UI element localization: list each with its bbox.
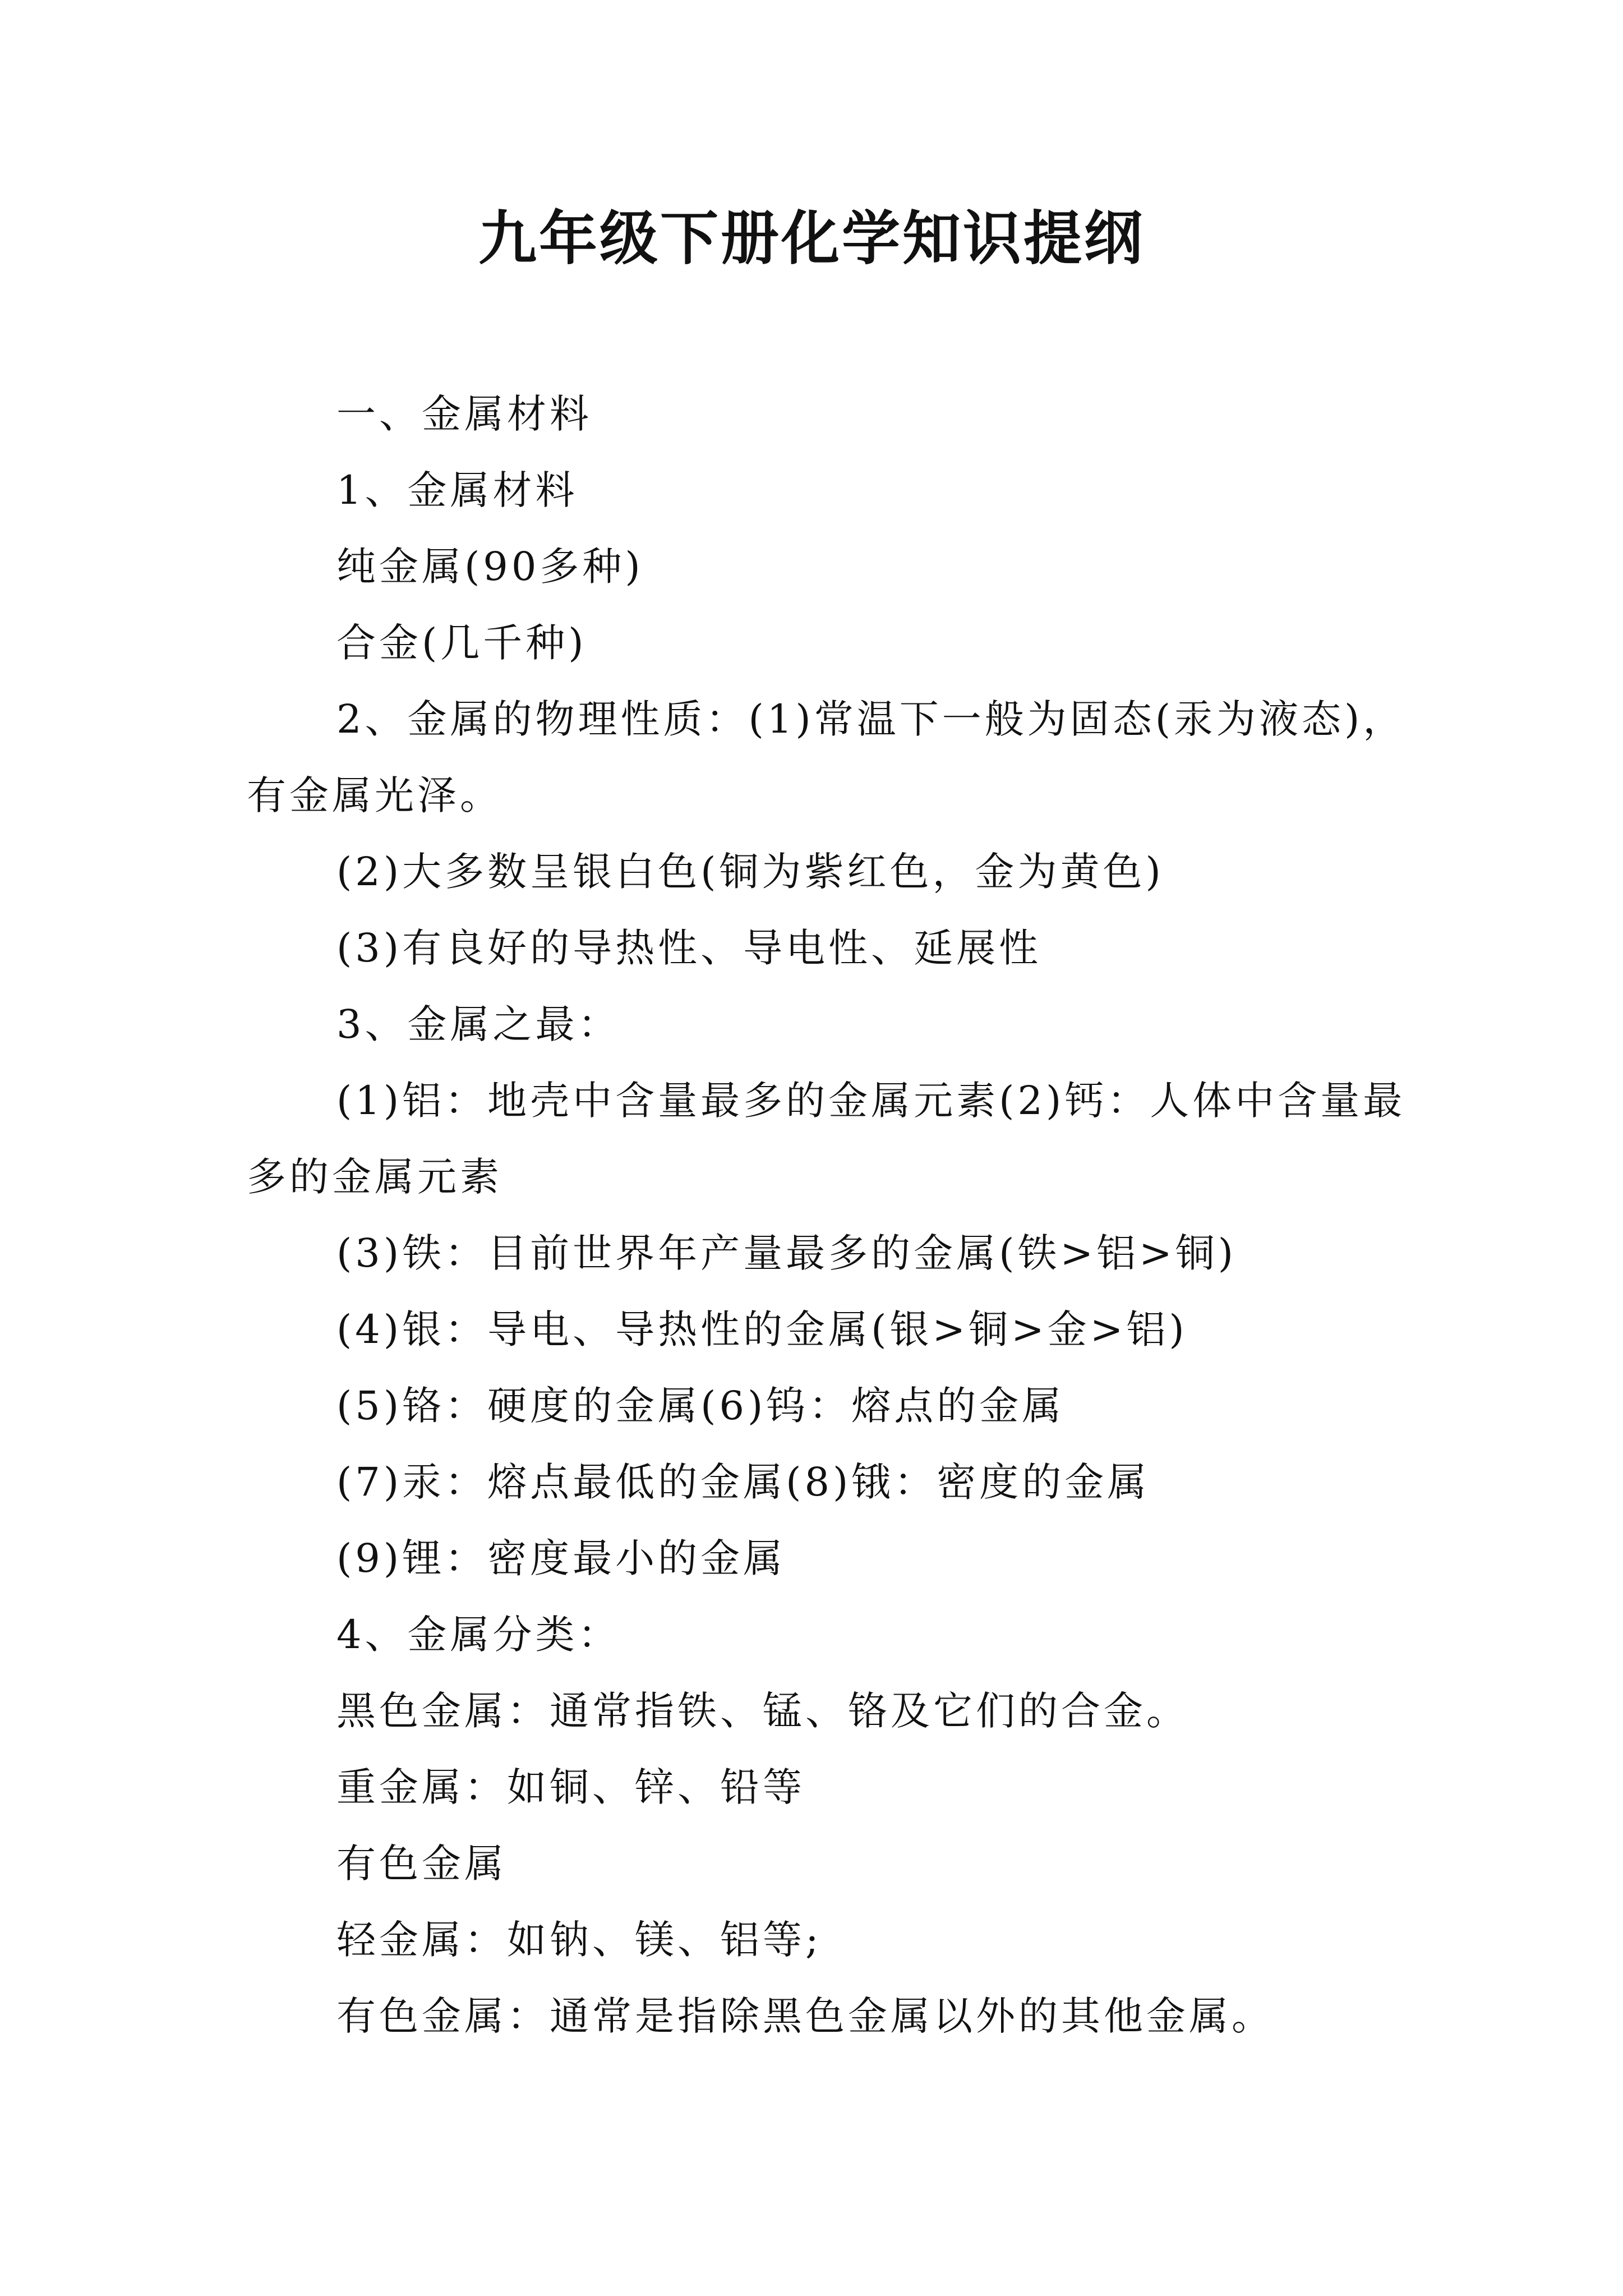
paragraph-line: 3、金属之最： <box>336 1001 621 1047</box>
paragraph-line: 有色金属：通常是指除黑色金属以外的其他金属。 <box>336 1993 1274 2039</box>
paragraph-line: 有色金属 <box>336 1841 507 1887</box>
paragraph-line: (7)汞：熔点最低的金属(8)锇：密度的金属 <box>336 1459 1150 1505</box>
paragraph-line: 1、金属材料 <box>336 467 578 513</box>
paragraph-line: (1)铝：地壳中含量最多的金属元素(2)钙：人体中含量最多的金属元素 <box>247 1078 1406 1200</box>
paragraph-line: 合金(几千种) <box>336 620 587 666</box>
document-body <box>247 376 1419 2054</box>
paragraph-line: (3)铁：目前世界年产量最多的金属(铁>铝>铜) <box>336 1230 1237 1276</box>
paragraph-line: (2)大多数呈银白色(铜为紫红色，金为黄色) <box>336 849 1164 895</box>
document-title: 九年级下册化学知识提纲 <box>478 204 1145 273</box>
paragraph-line: (4)银：导电、导热性的金属(银>铜>金>铝) <box>336 1306 1188 1352</box>
paragraph-line: 2、金属的物理性质：(1)常温下一般为固态(汞为液态)，有金属光泽。 <box>247 696 1406 818</box>
paragraph-line: (5)铬：硬度的金属(6)钨：熔点的金属 <box>336 1383 1065 1429</box>
paragraph-line: 轻金属：如钠、镁、铝等; <box>336 1917 822 1963</box>
paragraph-line: 重金属：如铜、锌、铅等 <box>336 1764 805 1810</box>
paragraph-line: 纯金属(90多种) <box>336 544 644 590</box>
paragraph-line: 黑色金属：通常指铁、锰、铬及它们的合金。 <box>336 1688 1189 1734</box>
paragraph-line: (3)有良好的导热性、导电性、延展性 <box>336 925 1042 971</box>
section-heading-metal-materials: 一、金属材料 <box>336 391 592 437</box>
paragraph-line: 4、金属分类： <box>336 1612 621 1658</box>
paragraph-line: (9)锂：密度最小的金属 <box>336 1535 786 1581</box>
